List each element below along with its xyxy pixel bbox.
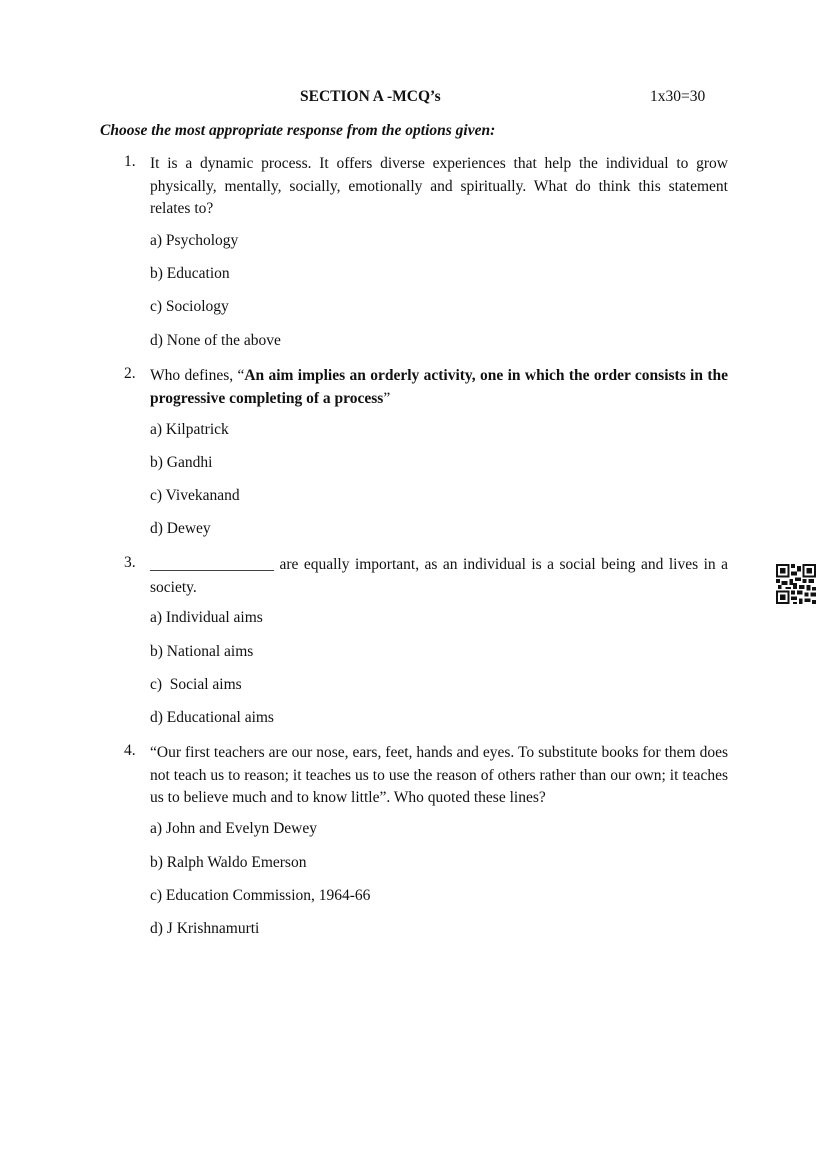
marks-label: 1x30=30 <box>650 88 706 105</box>
option-a: a) Psychology <box>150 232 239 249</box>
question-1 <box>124 153 728 221</box>
option-a: a) John and Evelyn Dewey <box>150 820 318 837</box>
question-text-suffix: ” <box>383 389 391 407</box>
question-number: 2. <box>124 365 136 382</box>
option-d: d) Dewey <box>150 520 211 537</box>
question-4 <box>124 742 728 810</box>
question-number: 3. <box>124 554 136 571</box>
option-c: c) Education Commission, 1964-66 <box>150 887 371 904</box>
option-a: a) Individual aims <box>150 609 263 626</box>
question-text: ________________ are equally important, as an individual is a social being and lives in a society. <box>150 556 728 596</box>
option-c: c) Sociology <box>150 298 229 315</box>
question-number: 1. <box>124 153 136 170</box>
option-d: d) J Krishnamurti <box>150 920 260 937</box>
option-b: b) National aims <box>150 643 254 660</box>
question-text: It is a dynamic process. It offers diverse experiences that help the individual to grow physically, mentally, socially, emotionally and spiritually. What do think this statement relates to? <box>150 155 728 217</box>
option-b: b) Education <box>150 265 230 282</box>
option-d: d) None of the above <box>150 332 281 349</box>
option-b: b) Gandhi <box>150 454 213 471</box>
option-d: d) Educational aims <box>150 709 274 726</box>
question-3 <box>124 554 728 599</box>
question-number: 4. <box>124 742 136 759</box>
question-2 <box>124 365 728 410</box>
option-b: b) Ralph Waldo Emerson <box>150 854 307 871</box>
instruction: Choose the most appropriate response from the options given: <box>100 122 496 139</box>
qr-code-icon <box>776 564 816 604</box>
question-text: “Our first teachers are our nose, ears, feet, hands and eyes. To substitute books for them does not teach us to reason; it teaches us to use the reason of others rather than our own; it teaches us to believe much and to know little”. Who quoted these lines? <box>150 744 728 806</box>
option-c: c) Social aims <box>150 676 242 693</box>
question-text-prefix: Who defines, “ <box>150 367 245 384</box>
question-text <box>150 365 728 410</box>
option-a: a) Kilpatrick <box>150 421 229 438</box>
option-c: c) Vivekanand <box>150 487 240 504</box>
section-title: SECTION A -MCQ’s <box>300 88 441 105</box>
quote-text: An aim implies an orderly activity, one in which the order consists in the progressive completing of a process <box>150 367 728 407</box>
